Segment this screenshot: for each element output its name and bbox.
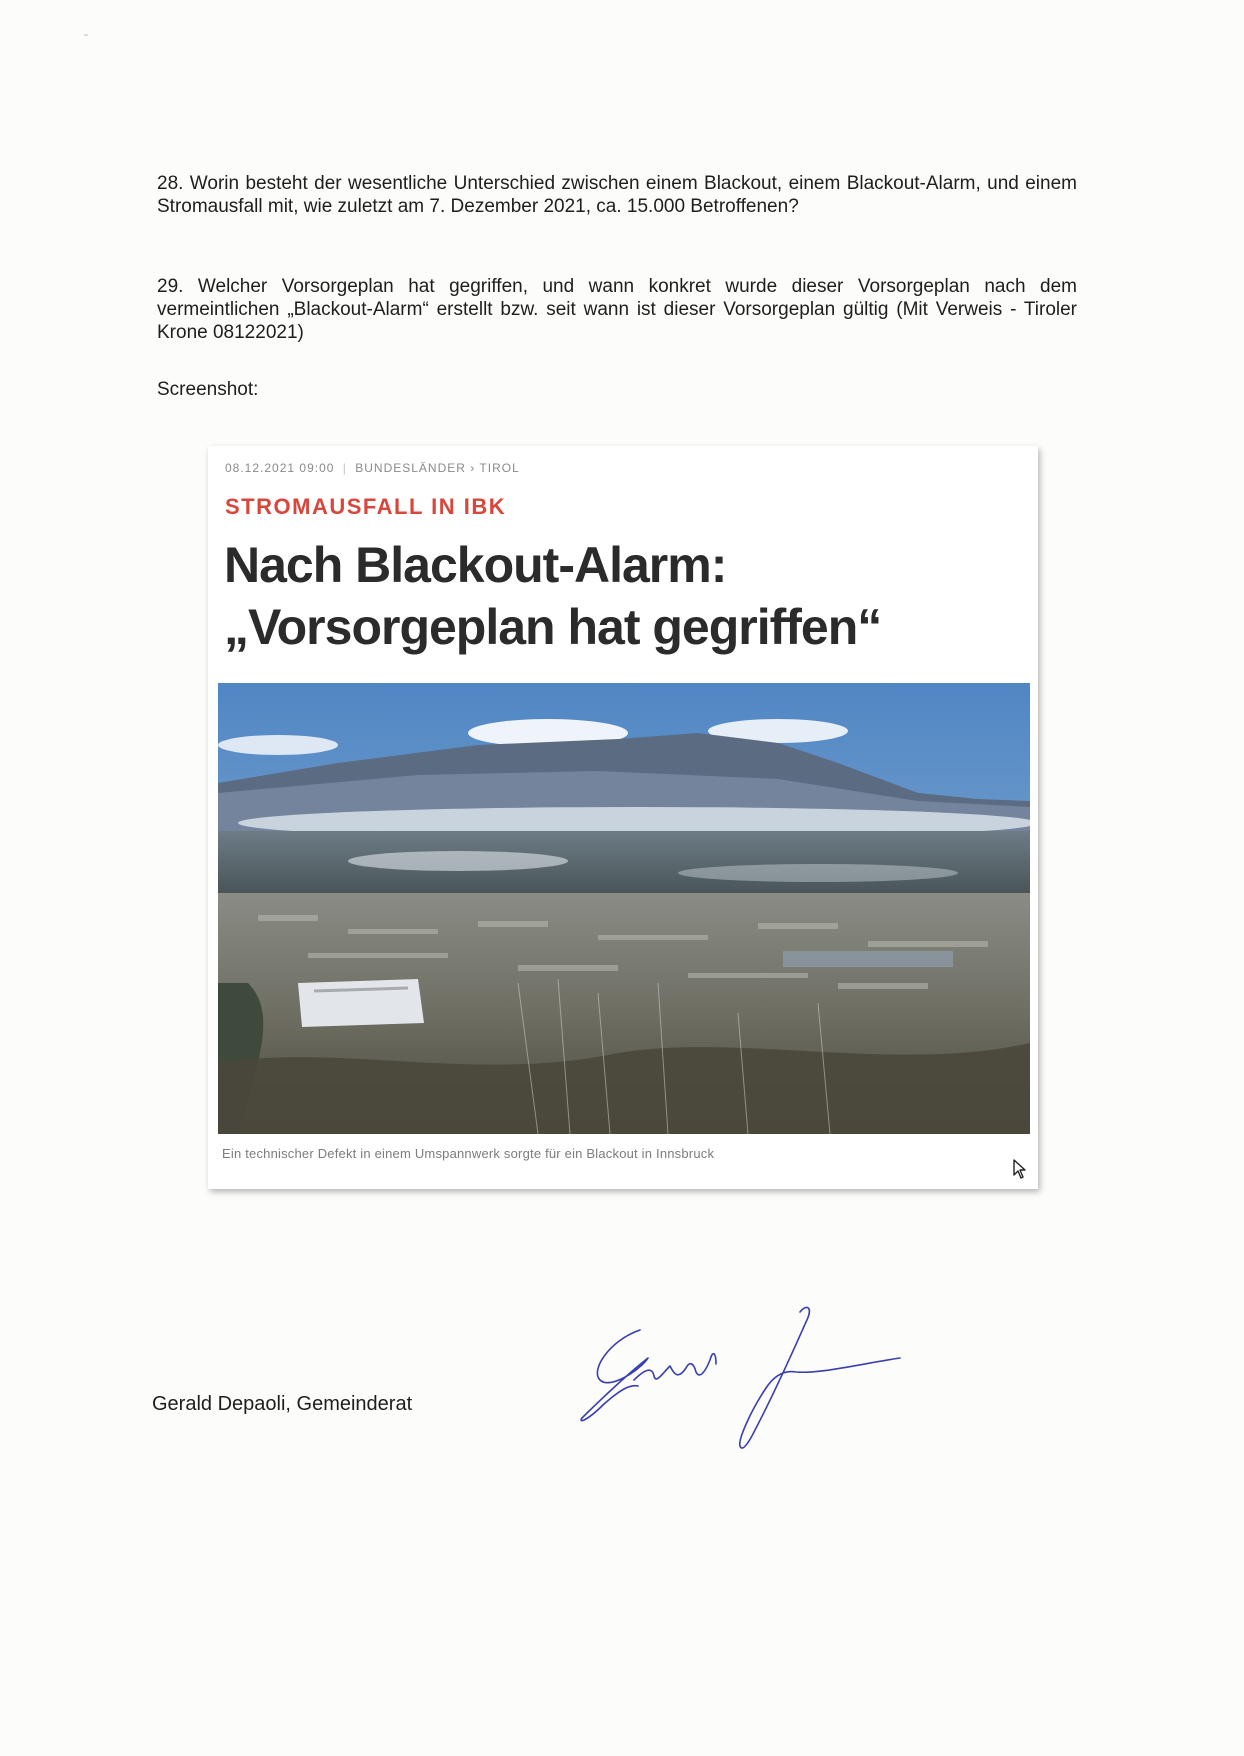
article-photo [218, 683, 1030, 1134]
innsbruck-panorama-image [218, 683, 1030, 1134]
signer-name: Gerald Depaoli, Gemeinderat [152, 1393, 413, 1415]
news-article-screenshot [208, 446, 1038, 1189]
question-28: 28. Worin besteht der wesentliche Unterschied zwischen einem Blackout, einem Blackout-Alarm, und einem Stromausfall mit, wie zuletzt am 7. Dezember 2021, ca. 15.000 Betroffenen? [157, 173, 1077, 217]
headline-line-2: „Vorsorgeplan hat gegriffen“ [224, 599, 882, 655]
article-timestamp: 08.12.2021 09:00 [225, 461, 335, 475]
breadcrumb-separator: › [470, 461, 476, 475]
breadcrumb-section: BUNDESLÄNDER [355, 461, 466, 475]
article-headline [224, 534, 1024, 658]
article-kicker: STROMAUSFALL IN IBK [225, 494, 507, 519]
question-29: 29. Welcher Vorsorgeplan hat gegriffen, und wann konkret wurde dieser Vorsorgeplan nach dem vermeintlichen „Blackout-Alarm“ erstellt bzw. seit wann ist dieser Vorsorgeplan gültig (Mit Verweis - Tiroler Krone 08122021) [157, 276, 1077, 343]
headline-line-1: Nach Blackout-Alarm: [224, 537, 727, 593]
handwritten-signature [570, 1300, 910, 1460]
photo-caption: Ein technischer Defekt in einem Umspannwerk sorgte für ein Blackout in Innsbruck [222, 1146, 715, 1161]
breadcrumb-subsection: TIROL [479, 461, 520, 475]
mouse-cursor-icon [1012, 1158, 1028, 1180]
screenshot-label: Screenshot: [157, 379, 259, 400]
article-meta: 08.12.2021 09:00 | BUNDESLÄNDER › TIROL [225, 461, 520, 475]
scan-speck [84, 34, 88, 36]
